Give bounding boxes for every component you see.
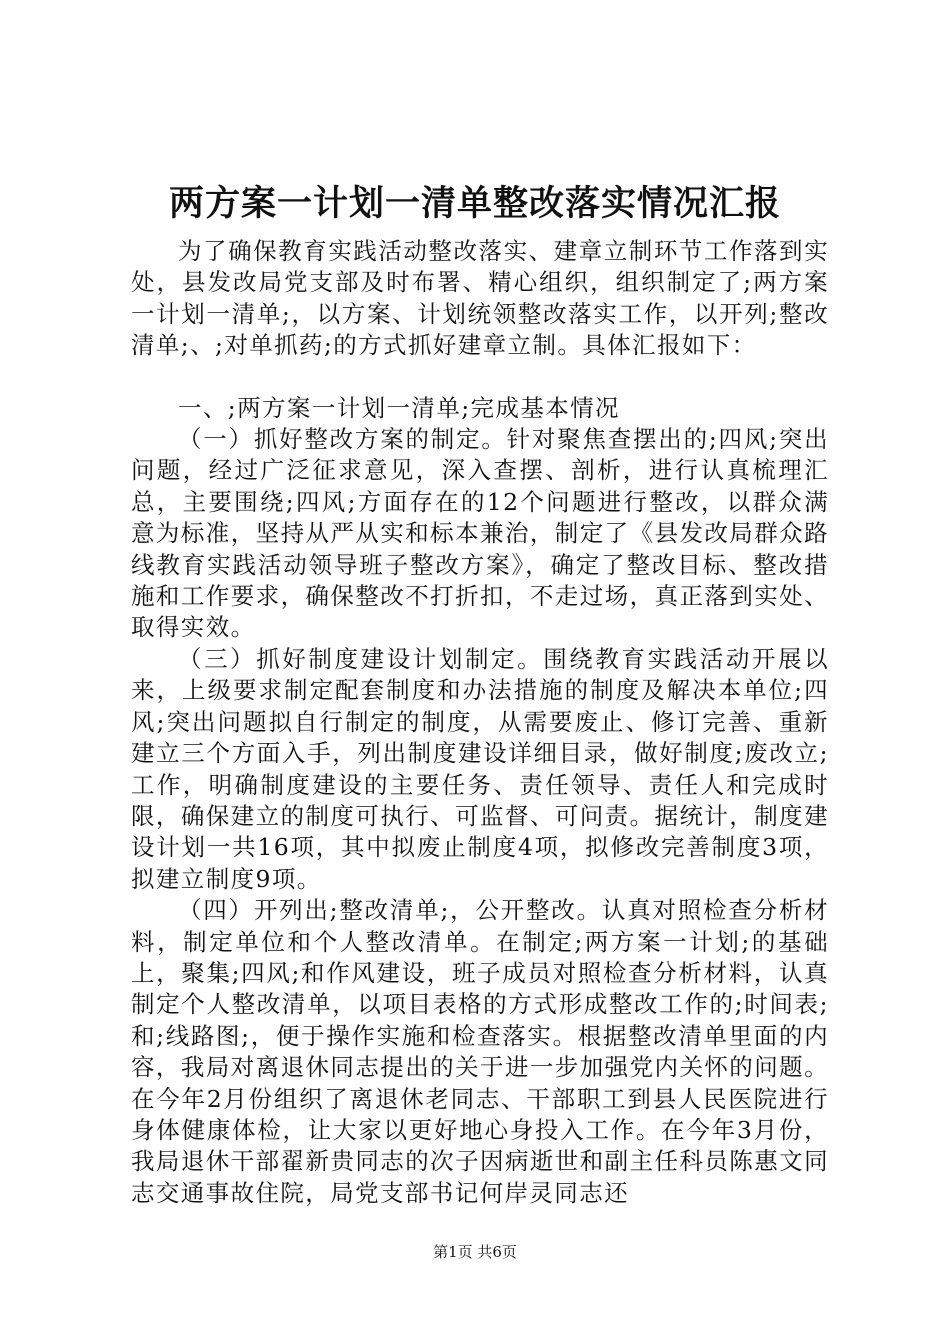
- body-paragraph: （三）抓好制度建设计划制定。围绕教育实践活动开展以来，上级要求制定配套制度和办法措施的制度及解决本单位;四风;突出问题拟自行制定的制度，从需要废止、修订完善、重新建立三个方面入手，列出制度建设详细目录，做好制度;废改立;工作，明确制度建设的主要任务、责任领导、责任人和完成时限，确保建立的制度可执行、可监督、可问责。据统计，制度建设计划一共16项，其中拟废止制度4项，拟修改完善制度3项，拟建立制度9项。: [131, 644, 829, 893]
- body-paragraph: （一）抓好整改方案的制定。针对聚焦查摆出的;四风;突出问题，经过广泛征求意见，深入查摆、剖析，进行认真梳理汇总，主要围绕;四风;方面存在的12个问题进行整改，以群众满意为标准，坚持从严从实和标本兼治，制定了《县发改局群众路线教育实践活动领导班子整改方案》，确定了整改目标、整改措施和工作要求，确保整改不打折扣，不走过场，真正落到实处、取得实效。: [131, 425, 829, 642]
- section-heading: 一、;两方案一计划一清单;完成基本情况: [178, 393, 620, 422]
- body-paragraph: （四）开列出;整改清单;，公开整改。认真对照检查分析材料，制定单位和个人整改清单。在制定;两方案一计划;的基础上，聚集;四风;和作风建设，班子成员对照检查分析材料，认真制定个人整改清单，以项目表格的方式形成整改工作的;时间表;和;线路图;，便于操作实施和检查落实。根据整改清单里面的内容，我局对离退休同志提出的关于进一步加强党内关怀的问题。在今年2月份组织了离退休老同志、干部职工到县人民医院进行身体健康体检，让大家以更好地心身投入工作。在今年3月份，我局退休干部翟新贵同志的次子因病逝世和副主任科员陈惠文同志交通事故住院，局党支部书记何岸灵同志还: [131, 896, 829, 1207]
- document-title: 两方案一计划一清单整改落实情况汇报: [168, 183, 781, 224]
- page-number-footer: 第1页 共6页: [433, 1243, 517, 1261]
- intro-paragraph: 为了确保教育实践活动整改落实、建章立制环节工作落到实处，县发改局党支部及时布署、精心组织，组织制定了;两方案一计划一清单;，以方案、计划统领整改落实工作，以开列;整改清单;、;对单抓药;的方式抓好建章立制。具体汇报如下：: [131, 237, 829, 360]
- document-body: [131, 236, 829, 1209]
